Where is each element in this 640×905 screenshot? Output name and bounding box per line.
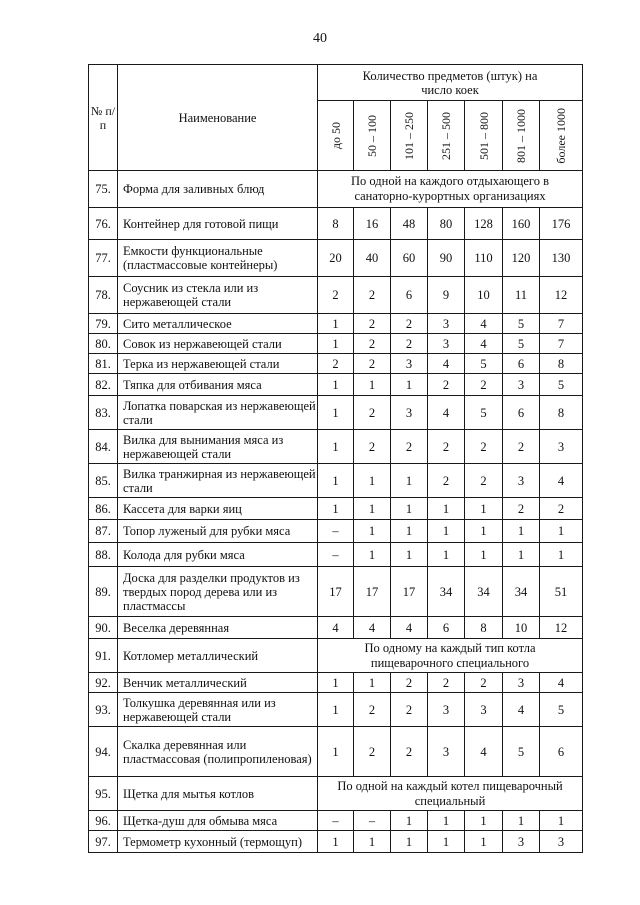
- row-number: 81.: [89, 354, 118, 374]
- quantity-header: Количество предметов (штук) на число коек: [318, 65, 583, 101]
- span-note: По одной на каждый котел пищеварочный специальный: [318, 777, 583, 811]
- quantity-cell: 2: [354, 727, 391, 777]
- column-header-label: 101 – 250: [402, 111, 416, 160]
- quantity-cell: 1: [318, 396, 354, 430]
- column-header: [540, 101, 583, 171]
- quantity-cell: 2: [354, 396, 391, 430]
- item-name: Толкушка деревянная или из нержавеющей стали: [118, 693, 318, 727]
- quantity-cell: 7: [540, 334, 583, 354]
- quantity-cell: 17: [354, 567, 391, 617]
- quantity-cell: 6: [391, 277, 428, 314]
- table-row: [89, 171, 583, 208]
- table-row: [89, 567, 583, 617]
- quantity-cell: 3: [503, 374, 540, 396]
- quantity-cell: 1: [354, 543, 391, 567]
- quantity-cell: 80: [428, 208, 465, 240]
- column-header-label: 801 – 1000: [514, 108, 528, 163]
- quantity-cell: 4: [354, 617, 391, 639]
- item-name: Доска для разделки продуктов из твердых пород дерева или из пластмассы: [118, 567, 318, 617]
- quantity-cell: 6: [540, 727, 583, 777]
- row-number: 94.: [89, 727, 118, 777]
- quantity-cell: 3: [428, 334, 465, 354]
- quantity-cell: 1: [503, 811, 540, 831]
- quantity-cell: 2: [391, 314, 428, 334]
- quantity-cell: 4: [318, 617, 354, 639]
- page-number: 40: [313, 31, 327, 46]
- table-row: [89, 811, 583, 831]
- quantity-cell: 6: [428, 617, 465, 639]
- quantity-cell: 2: [354, 334, 391, 354]
- quantity-cell: 2: [428, 374, 465, 396]
- quantity-cell: 1: [318, 498, 354, 520]
- quantity-cell: 1: [428, 498, 465, 520]
- quantity-cell: 2: [354, 693, 391, 727]
- quantity-cell: 12: [540, 277, 583, 314]
- quantity-cell: 4: [465, 314, 503, 334]
- quantity-cell: –: [318, 543, 354, 567]
- quantity-cell: 90: [428, 240, 465, 277]
- row-number: 86.: [89, 498, 118, 520]
- column-header: [428, 101, 465, 171]
- quantity-cell: –: [354, 811, 391, 831]
- item-name: Соусник из стекла или из нержавеющей стали: [118, 277, 318, 314]
- table-row: [89, 727, 583, 777]
- quantity-cell: 17: [318, 567, 354, 617]
- quantity-cell: 2: [354, 430, 391, 464]
- column-header: [391, 101, 428, 171]
- table-row: [89, 354, 583, 374]
- table-row: [89, 314, 583, 334]
- item-name: Форма для заливных блюд: [118, 171, 318, 208]
- quantity-cell: 2: [465, 464, 503, 498]
- quantity-cell: 2: [503, 430, 540, 464]
- item-name: Термометр кухонный (термощуп): [118, 831, 318, 853]
- table-header: [89, 65, 583, 171]
- table-row: [89, 498, 583, 520]
- table-row: [89, 240, 583, 277]
- num-header: № п/п: [89, 65, 118, 171]
- quantity-cell: 2: [540, 498, 583, 520]
- quantity-cell: 3: [540, 430, 583, 464]
- row-number: 90.: [89, 617, 118, 639]
- quantity-cell: 1: [428, 543, 465, 567]
- column-header: [318, 101, 354, 171]
- quantity-cell: 1: [391, 498, 428, 520]
- quantity-cell: 1: [354, 374, 391, 396]
- row-number: 83.: [89, 396, 118, 430]
- quantity-cell: 4: [540, 464, 583, 498]
- quantity-cell: 17: [391, 567, 428, 617]
- quantity-cell: 1: [354, 831, 391, 853]
- row-number: 93.: [89, 693, 118, 727]
- table-body: [89, 171, 583, 853]
- row-number: 92.: [89, 673, 118, 693]
- quantity-cell: 2: [465, 673, 503, 693]
- table-row: [89, 831, 583, 853]
- item-name: Венчик металлический: [118, 673, 318, 693]
- quantity-cell: 2: [318, 354, 354, 374]
- row-number: 85.: [89, 464, 118, 498]
- quantity-cell: 5: [503, 334, 540, 354]
- quantity-cell: 8: [465, 617, 503, 639]
- quantity-cell: 1: [354, 673, 391, 693]
- table-row: [89, 208, 583, 240]
- column-header-label: 251 – 500: [439, 111, 453, 160]
- quantity-cell: 1: [318, 430, 354, 464]
- quantity-cell: 1: [318, 727, 354, 777]
- span-note: По одному на каждый тип котла пищеварочного специального: [318, 639, 583, 673]
- row-number: 96.: [89, 811, 118, 831]
- row-number: 80.: [89, 334, 118, 354]
- quantity-cell: 12: [540, 617, 583, 639]
- quantity-cell: 4: [465, 727, 503, 777]
- quantity-cell: 1: [428, 811, 465, 831]
- quantity-cell: 11: [503, 277, 540, 314]
- table-row: [89, 543, 583, 567]
- quantity-cell: 34: [465, 567, 503, 617]
- row-number: 89.: [89, 567, 118, 617]
- quantity-cell: 1: [465, 811, 503, 831]
- row-number: 77.: [89, 240, 118, 277]
- column-header-label: более 1000: [554, 107, 569, 164]
- quantity-cell: 3: [503, 464, 540, 498]
- item-name: Контейнер для готовой пищи: [118, 208, 318, 240]
- quantity-cell: 40: [354, 240, 391, 277]
- quantity-cell: 1: [465, 543, 503, 567]
- row-number: 88.: [89, 543, 118, 567]
- table-row: [89, 693, 583, 727]
- quantity-cell: 2: [391, 673, 428, 693]
- quantity-cell: 1: [391, 811, 428, 831]
- quantity-cell: 1: [391, 520, 428, 543]
- item-name: Сито металлическое: [118, 314, 318, 334]
- quantity-cell: 1: [503, 520, 540, 543]
- item-name: Щетка-душ для обмыва мяса: [118, 811, 318, 831]
- quantity-cell: 4: [540, 673, 583, 693]
- table-row: [89, 777, 583, 811]
- quantity-cell: 60: [391, 240, 428, 277]
- column-header: [465, 101, 503, 171]
- table-row: [89, 639, 583, 673]
- quantity-cell: 51: [540, 567, 583, 617]
- quantity-cell: 2: [428, 673, 465, 693]
- item-name: Кассета для варки яиц: [118, 498, 318, 520]
- quantity-cell: 2: [391, 430, 428, 464]
- quantity-cell: 2: [391, 693, 428, 727]
- table-row: [89, 673, 583, 693]
- item-name: Колода для рубки мяса: [118, 543, 318, 567]
- quantity-cell: 1: [354, 464, 391, 498]
- item-name: Вилка транжирная из нержавеющей стали: [118, 464, 318, 498]
- quantity-cell: 5: [540, 693, 583, 727]
- quantity-cell: 1: [354, 498, 391, 520]
- row-number: 84.: [89, 430, 118, 464]
- quantity-cell: –: [318, 811, 354, 831]
- item-name: Скалка деревянная или пластмассовая (полипропиленовая): [118, 727, 318, 777]
- quantity-cell: 4: [465, 334, 503, 354]
- quantity-cell: 4: [503, 693, 540, 727]
- quantity-cell: 3: [391, 354, 428, 374]
- item-name: Емкости функциональные (пластмассовые контейнеры): [118, 240, 318, 277]
- quantity-cell: 3: [428, 693, 465, 727]
- quantity-cell: 1: [318, 673, 354, 693]
- quantity-cell: 2: [503, 498, 540, 520]
- quantity-cell: 7: [540, 314, 583, 334]
- quantity-cell: 1: [318, 693, 354, 727]
- span-note: По одной на каждого отдыхающего в санаторно-курортных организациях: [318, 171, 583, 208]
- quantity-cell: 128: [465, 208, 503, 240]
- quantity-cell: 1: [318, 464, 354, 498]
- quantity-cell: 1: [318, 374, 354, 396]
- row-number: 79.: [89, 314, 118, 334]
- item-name: Лопатка поварская из нержавеющей стали: [118, 396, 318, 430]
- item-name: Вилка для вынимания мяса из нержавеющей стали: [118, 430, 318, 464]
- quantity-cell: 1: [391, 831, 428, 853]
- table-row: [89, 430, 583, 464]
- column-header: [354, 101, 391, 171]
- quantity-cell: 1: [318, 831, 354, 853]
- item-name: Котломер металлический: [118, 639, 318, 673]
- table-row: [89, 334, 583, 354]
- quantity-cell: 4: [428, 396, 465, 430]
- table-row: [89, 396, 583, 430]
- quantity-cell: 176: [540, 208, 583, 240]
- quantity-cell: 6: [503, 396, 540, 430]
- quantity-cell: –: [318, 520, 354, 543]
- row-number: 82.: [89, 374, 118, 396]
- table-row: [89, 617, 583, 639]
- quantity-cell: 3: [540, 831, 583, 853]
- quantity-cell: 9: [428, 277, 465, 314]
- row-number: 75.: [89, 171, 118, 208]
- item-name: Веселка деревянная: [118, 617, 318, 639]
- equipment-table: [88, 64, 583, 853]
- quantity-cell: 3: [465, 693, 503, 727]
- quantity-cell: 3: [391, 396, 428, 430]
- quantity-cell: 2: [354, 354, 391, 374]
- quantity-cell: 10: [465, 277, 503, 314]
- quantity-cell: 1: [540, 811, 583, 831]
- quantity-cell: 10: [503, 617, 540, 639]
- quantity-cell: 6: [503, 354, 540, 374]
- quantity-cell: 2: [391, 334, 428, 354]
- quantity-cell: 2: [428, 430, 465, 464]
- quantity-cell: 1: [465, 520, 503, 543]
- quantity-cell: 5: [540, 374, 583, 396]
- quantity-cell: 1: [540, 543, 583, 567]
- column-header-label: до 50: [328, 121, 343, 150]
- column-header-label: 50 – 100: [365, 114, 379, 157]
- row-number: 95.: [89, 777, 118, 811]
- quantity-cell: 2: [354, 314, 391, 334]
- quantity-cell: 4: [428, 354, 465, 374]
- quantity-cell: 1: [391, 374, 428, 396]
- quantity-cell: 5: [465, 396, 503, 430]
- table-row: [89, 277, 583, 314]
- item-name: Топор луженый для рубки мяса: [118, 520, 318, 543]
- quantity-cell: 2: [354, 277, 391, 314]
- quantity-cell: 34: [428, 567, 465, 617]
- quantity-cell: 16: [354, 208, 391, 240]
- quantity-cell: 5: [465, 354, 503, 374]
- quantity-cell: 1: [503, 543, 540, 567]
- quantity-cell: 1: [354, 520, 391, 543]
- quantity-cell: 3: [503, 673, 540, 693]
- quantity-cell: 3: [428, 727, 465, 777]
- column-header: [503, 101, 540, 171]
- row-number: 78.: [89, 277, 118, 314]
- table-row: [89, 520, 583, 543]
- quantity-cell: 34: [503, 567, 540, 617]
- quantity-cell: 2: [465, 374, 503, 396]
- quantity-cell: 8: [540, 396, 583, 430]
- quantity-cell: 1: [391, 543, 428, 567]
- row-number: 87.: [89, 520, 118, 543]
- quantity-cell: 3: [428, 314, 465, 334]
- row-number: 97.: [89, 831, 118, 853]
- quantity-cell: 8: [540, 354, 583, 374]
- quantity-cell: 2: [465, 430, 503, 464]
- item-name: Терка из нержавеющей стали: [118, 354, 318, 374]
- quantity-cell: 20: [318, 240, 354, 277]
- quantity-cell: 48: [391, 208, 428, 240]
- quantity-cell: 1: [428, 831, 465, 853]
- item-name: Тяпка для отбивания мяса: [118, 374, 318, 396]
- item-name: Совок из нержавеющей стали: [118, 334, 318, 354]
- table-row: [89, 374, 583, 396]
- table-row: [89, 464, 583, 498]
- quantity-cell: 130: [540, 240, 583, 277]
- quantity-cell: 5: [503, 727, 540, 777]
- quantity-cell: 110: [465, 240, 503, 277]
- quantity-cell: 5: [503, 314, 540, 334]
- quantity-cell: 4: [391, 617, 428, 639]
- quantity-cell: 8: [318, 208, 354, 240]
- quantity-cell: 2: [391, 727, 428, 777]
- quantity-cell: 1: [540, 520, 583, 543]
- quantity-cell: 1: [318, 334, 354, 354]
- row-number: 76.: [89, 208, 118, 240]
- quantity-cell: 120: [503, 240, 540, 277]
- column-header-label: 501 – 800: [476, 111, 491, 160]
- row-number: 91.: [89, 639, 118, 673]
- name-header: Наименование: [118, 65, 318, 171]
- quantity-cell: 2: [428, 464, 465, 498]
- quantity-cell: 160: [503, 208, 540, 240]
- quantity-cell: 1: [465, 831, 503, 853]
- quantity-cell: 1: [318, 314, 354, 334]
- quantity-cell: 1: [465, 498, 503, 520]
- quantity-cell: 3: [503, 831, 540, 853]
- quantity-cell: 1: [428, 520, 465, 543]
- item-name: Щетка для мытья котлов: [118, 777, 318, 811]
- quantity-cell: 1: [391, 464, 428, 498]
- quantity-cell: 2: [318, 277, 354, 314]
